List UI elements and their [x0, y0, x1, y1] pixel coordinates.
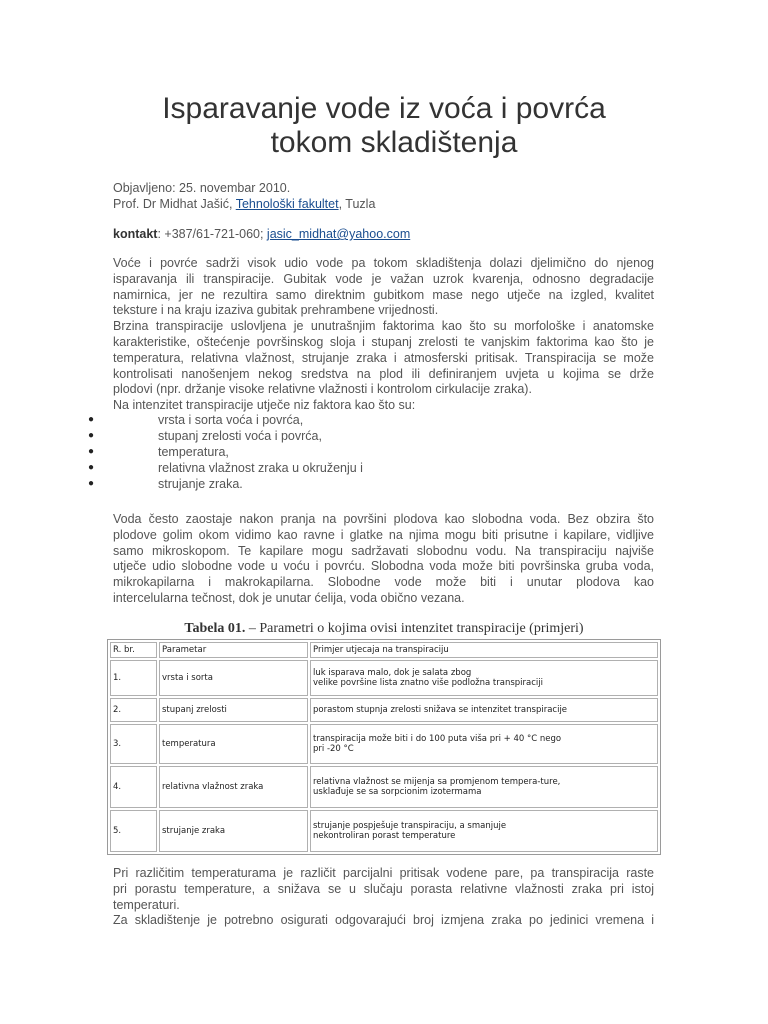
bullet-icon: ● — [88, 462, 95, 473]
parameters-table — [107, 639, 661, 855]
list-item — [88, 428, 363, 444]
table-row — [110, 810, 658, 852]
author-line — [113, 196, 375, 212]
list-item — [88, 444, 363, 460]
example-line: usklađuje se sa sorpcionim izotermama — [313, 787, 482, 797]
example-line: relativna vlažnost se mijenja sa promjenom tempera-ture, — [313, 777, 561, 787]
paragraph-line: kontrolisati nanošenjem nekog sredstva na plod ili definiranjem uvjeta u kojima se drže — [113, 366, 654, 381]
list-item-text: relativna vlažnost zraka u okruženju i — [158, 461, 363, 475]
factor-list — [88, 412, 363, 492]
table-cell-parameter: relativna vlažnost zraka — [159, 766, 308, 808]
list-item — [88, 476, 363, 492]
example-line: pri -20 °C — [313, 744, 354, 754]
table-cell-parameter: stupanj zrelosti — [159, 698, 308, 722]
published-date: Objavljeno: 25. novembar 2010. — [113, 181, 291, 195]
table-caption-label: Tabela 01. — [184, 621, 246, 636]
paragraph-line: Voće i povrće sadrži visok udio vode pa tokom skladištenja dolazi djelimično do njenog — [113, 256, 654, 270]
table-cell-number: 3. — [110, 724, 157, 764]
table-cell-example — [310, 698, 658, 722]
page-title — [0, 92, 768, 160]
paragraph-line: pri porastu temperature, a snižava se u slučaju porasta relativne vlažnosti zraka pri istoj — [113, 881, 654, 896]
table-cell-example — [310, 660, 658, 696]
example-line: transpiracija može biti i do 100 puta viša pri + 40 °C nego — [313, 734, 562, 744]
paragraph-line: temperatura, relativna vlažnost, strujanje zraka i atmosferski pritisak. Transpiracija se može — [113, 350, 654, 365]
paragraph-line: temperaturi. — [113, 897, 180, 912]
paragraph-temperature — [113, 866, 654, 929]
paragraph-intro — [113, 256, 654, 414]
table-row — [110, 698, 658, 722]
list-item — [88, 412, 363, 428]
example-line: porastom stupnja zrelosti snižava se intenzitet transpiracije — [313, 705, 568, 715]
paragraph-line: namirnica, jer ne rezultira samo direktnim gubitkom mase nego utječe na izgled, kvalitet — [113, 287, 654, 302]
table-header-cell: Parametar — [159, 642, 308, 658]
table-cell-parameter: temperatura — [159, 724, 308, 764]
table-cell-example — [310, 724, 658, 764]
paragraph-line: Za skladištenje je potrebno osigurati odgovarajući broj izmjena zraka po jedinici vremena i — [113, 913, 654, 928]
table-cell-parameter: vrsta i sorta — [159, 660, 308, 696]
paragraph-line: intercelularna tečnost, dok je unutar ćelija, voda obično vezana. — [113, 590, 465, 605]
paragraph-line: teksture i na kraju izaziva gubitak prehrambene vrijednosti. — [113, 303, 439, 318]
table-caption-text: – Parametri o kojima ovisi intenzitet transpiracije (primjeri) — [245, 621, 584, 636]
list-item-text: strujanje zraka. — [158, 477, 243, 491]
paragraph-line: Voda često zaostaje nakon pranja na površini plodova kao slobodna voda. Bez obzira što — [113, 512, 654, 526]
list-item — [88, 460, 363, 476]
bullet-icon: ● — [88, 478, 95, 489]
list-intro: Na intenzitet transpiracije utječe niz faktora kao što su: — [113, 398, 416, 413]
table-cell-number: 5. — [110, 810, 157, 852]
table-header-row — [110, 642, 658, 658]
example-line: velike površine lista znatno više podložna transpiraciji — [313, 678, 543, 688]
table-cell-number: 2. — [110, 698, 157, 722]
paragraph-line: Brzina transpiracije uslovljena je unutrašnjim faktorima kao što su morfološke i anatomske — [113, 319, 654, 334]
list-item-text: vrsta i sorta voća i povrća, — [158, 413, 304, 427]
table-row — [110, 660, 658, 696]
title-line-2: tokom skladištenja — [270, 126, 518, 159]
paragraph-free-water — [113, 512, 654, 607]
table-row — [110, 724, 658, 764]
bullet-icon: ● — [88, 414, 95, 425]
author-name: Prof. Dr Midhat Jašić, — [113, 197, 236, 211]
table-header-cell: Primjer utjecaja na transpiraciju — [310, 642, 658, 658]
example-line: nekontroliran porast temperature — [313, 831, 456, 841]
table-cell-number: 4. — [110, 766, 157, 808]
bullet-icon: ● — [88, 430, 95, 441]
table-cell-example — [310, 810, 658, 852]
contact-phone: : +387/61-721-060; — [157, 227, 267, 241]
paragraph-line: karakteristike, oštećenje površinskog sloja i stupanj zrelosti te vanjskim faktorima kao što je — [113, 334, 654, 349]
paragraph-line: isparavanja ili transpiracije. Gubitak vode je važan uzrok kvarenja, odnosno degradacije — [113, 271, 654, 286]
paragraph-line: samo mikroskopom. Te kapilare mogu sadržavati slobodnu vodu. Na transpiraciju najviše — [113, 543, 654, 558]
table-row — [110, 766, 658, 808]
faculty-link[interactable]: Tehnološki fakultet — [235, 197, 339, 211]
paragraph-line: mikrokapilarna i makrokapilarna. Slobodne vode može biti i unutar plodova kao — [113, 575, 654, 590]
contact-label: kontakt — [113, 227, 158, 241]
table-cell-parameter: strujanje zraka — [159, 810, 308, 852]
title-line-1: Isparavanje vode iz voća i povrća — [162, 92, 606, 125]
list-item-text: stupanj zrelosti voća i povrća, — [158, 429, 322, 443]
table-cell-example — [310, 766, 658, 808]
table-cell-number: 1. — [110, 660, 157, 696]
author-city: , Tuzla — [338, 197, 376, 211]
table-caption — [0, 621, 768, 637]
article-meta — [113, 180, 375, 212]
bullet-icon: ● — [88, 446, 95, 457]
list-item-text: temperatura, — [158, 445, 229, 459]
paragraph-line: plodovi (npr. držanje visoke relativne vlažnosti i kontrolom cirkulacije zraka). — [113, 382, 532, 397]
paragraph-line: utječe udio slobodne vode u voću i povrću. Slobodna voda može biti površinska gruba voda, — [113, 559, 654, 574]
example-line: luk isparava malo, dok je salata zbog — [313, 668, 472, 678]
contact-line — [113, 227, 410, 241]
email-link[interactable]: jasic_midhat@yahoo.com — [266, 227, 411, 241]
table-header-cell: R. br. — [110, 642, 157, 658]
paragraph-line: Pri različitim temperaturama je različit parcijalni pritisak vodene pare, pa transpiracija raste — [113, 866, 654, 880]
paragraph-line: plodove golim okom vidimo kao ravne i glatke na njima mogu biti prisutne i kapilare, vidljive — [113, 527, 654, 542]
example-line: strujanje pospješuje transpiraciju, a smanjuje — [313, 821, 507, 831]
